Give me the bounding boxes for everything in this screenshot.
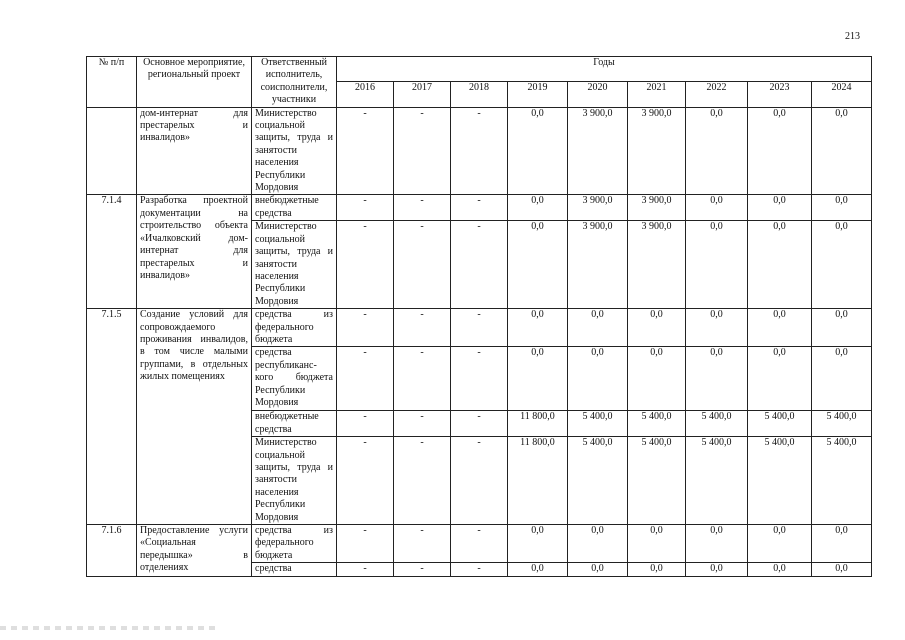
table-row — [87, 525, 872, 563]
year-value-cell: - — [337, 563, 394, 577]
year-value-cell: - — [394, 563, 451, 577]
year-value-cell: - — [451, 221, 508, 309]
year-value-cell: 0,0 — [628, 563, 686, 577]
executor-name: средства из федерального бюджета — [252, 309, 337, 347]
year-value-cell: 3 900,0 — [568, 221, 628, 309]
year-value-cell: 0,0 — [748, 309, 812, 347]
year-value-cell: 3 900,0 — [628, 107, 686, 195]
year-value-cell: 0,0 — [812, 525, 872, 563]
year-value-cell: 3 900,0 — [628, 221, 686, 309]
year-value-cell: 11 800,0 — [508, 437, 568, 525]
header-activity: Основное мероприятие, региональный проект — [137, 57, 252, 108]
year-value-cell: 0,0 — [568, 563, 628, 577]
executor-name: средства из федерального бюджета — [252, 525, 337, 563]
year-value-cell: - — [451, 309, 508, 347]
year-value-cell: 0,0 — [628, 309, 686, 347]
page-number: 213 — [845, 31, 860, 42]
executor-name: Министерство социальной защиты, труда и занятости населения Республики Мордовия — [252, 221, 337, 309]
year-value-cell: - — [451, 411, 508, 437]
year-value-cell: 0,0 — [748, 347, 812, 411]
year-value-cell: - — [451, 195, 508, 221]
year-value-cell: 0,0 — [748, 563, 812, 577]
year-value-cell: 0,0 — [748, 195, 812, 221]
scan-artifact — [0, 626, 220, 630]
header-year: 2022 — [686, 82, 748, 107]
header-executor: Ответственный исполнитель, соисполнители, участники — [252, 57, 337, 108]
year-value-cell: 5 400,0 — [628, 437, 686, 525]
year-value-cell: - — [451, 347, 508, 411]
year-value-cell: 0,0 — [686, 563, 748, 577]
activity-name: дом-интернат для престарелых и инвалидов» — [137, 107, 252, 195]
header-year: 2021 — [628, 82, 686, 107]
executor-name: средства — [252, 563, 337, 577]
header-year: 2023 — [748, 82, 812, 107]
year-value-cell: 3 900,0 — [628, 195, 686, 221]
year-value-cell: - — [451, 107, 508, 195]
header-years-title: Годы — [337, 57, 872, 82]
year-value-cell: - — [451, 525, 508, 563]
year-value-cell: 5 400,0 — [568, 437, 628, 525]
year-value-cell: 5 400,0 — [628, 411, 686, 437]
executor-name: средства республиканс-кого бюджета Республики Мордовия — [252, 347, 337, 411]
year-value-cell: 0,0 — [812, 107, 872, 195]
header-year: 2019 — [508, 82, 568, 107]
header-year: 2018 — [451, 82, 508, 107]
year-value-cell: - — [394, 107, 451, 195]
year-value-cell: 5 400,0 — [748, 437, 812, 525]
year-value-cell: 0,0 — [508, 563, 568, 577]
year-value-cell: - — [394, 347, 451, 411]
executor-name: внебюджетные средства — [252, 411, 337, 437]
year-value-cell: 0,0 — [508, 195, 568, 221]
activity-name: Разработка проектной документации на строительство объекта «Ичалковский дом-интернат для престарелых и инвалидов» — [137, 195, 252, 309]
executor-name: Министерство социальной защиты, труда и занятости населения Республики Мордовия — [252, 437, 337, 525]
year-value-cell: 0,0 — [508, 221, 568, 309]
header-year: 2016 — [337, 82, 394, 107]
table-row — [87, 107, 872, 195]
year-value-cell: - — [337, 309, 394, 347]
executor-name: внебюджетные средства — [252, 195, 337, 221]
header-year: 2024 — [812, 82, 872, 107]
row-number: 7.1.5 — [87, 309, 137, 525]
year-value-cell: - — [394, 411, 451, 437]
year-value-cell: 0,0 — [568, 309, 628, 347]
year-value-cell: 0,0 — [686, 347, 748, 411]
year-value-cell: 0,0 — [812, 563, 872, 577]
year-value-cell: - — [337, 347, 394, 411]
year-value-cell: 0,0 — [508, 107, 568, 195]
executor-name: Министерство социальной защиты, труда и занятости населения Республики Мордовия — [252, 107, 337, 195]
year-value-cell: 0,0 — [686, 195, 748, 221]
year-value-cell: - — [337, 107, 394, 195]
year-value-cell: - — [394, 221, 451, 309]
year-value-cell: - — [337, 437, 394, 525]
budget-table — [86, 56, 872, 577]
year-value-cell: - — [337, 525, 394, 563]
row-number: 7.1.4 — [87, 195, 137, 309]
year-value-cell: - — [394, 195, 451, 221]
year-value-cell: - — [337, 411, 394, 437]
year-value-cell: 5 400,0 — [568, 411, 628, 437]
year-value-cell: 0,0 — [686, 221, 748, 309]
row-number: 7.1.6 — [87, 525, 137, 577]
year-value-cell: 0,0 — [748, 525, 812, 563]
year-value-cell: - — [394, 525, 451, 563]
year-value-cell: 0,0 — [568, 525, 628, 563]
year-value-cell: 5 400,0 — [812, 437, 872, 525]
year-value-cell: 0,0 — [812, 309, 872, 347]
year-value-cell: 5 400,0 — [686, 411, 748, 437]
year-value-cell: 0,0 — [568, 347, 628, 411]
table-row — [87, 309, 872, 347]
year-value-cell: 3 900,0 — [568, 195, 628, 221]
row-number — [87, 107, 137, 195]
year-value-cell: 0,0 — [812, 221, 872, 309]
year-value-cell: 5 400,0 — [748, 411, 812, 437]
header-year: 2020 — [568, 82, 628, 107]
year-value-cell: 11 800,0 — [508, 411, 568, 437]
year-value-cell: 3 900,0 — [568, 107, 628, 195]
year-value-cell: - — [451, 563, 508, 577]
year-value-cell: 0,0 — [508, 347, 568, 411]
year-value-cell: 0,0 — [686, 309, 748, 347]
year-value-cell: 0,0 — [508, 309, 568, 347]
year-value-cell: 0,0 — [748, 221, 812, 309]
header-row — [87, 57, 872, 82]
table-row — [87, 195, 872, 221]
year-value-cell: 0,0 — [628, 525, 686, 563]
activity-name: Предоставление услуги «Социальная передышка» в отделениях — [137, 525, 252, 577]
year-value-cell: 0,0 — [812, 195, 872, 221]
year-value-cell: 0,0 — [686, 107, 748, 195]
year-value-cell: - — [337, 195, 394, 221]
year-value-cell: 0,0 — [686, 525, 748, 563]
header-year: 2017 — [394, 82, 451, 107]
year-value-cell: 0,0 — [628, 347, 686, 411]
year-value-cell: - — [337, 221, 394, 309]
year-value-cell: - — [451, 437, 508, 525]
header-num: № п/п — [87, 57, 137, 108]
year-value-cell: - — [394, 437, 451, 525]
year-value-cell: 0,0 — [508, 525, 568, 563]
year-value-cell: 0,0 — [812, 347, 872, 411]
year-value-cell: - — [394, 309, 451, 347]
year-value-cell: 5 400,0 — [686, 437, 748, 525]
year-value-cell: 5 400,0 — [812, 411, 872, 437]
year-value-cell: 0,0 — [748, 107, 812, 195]
activity-name: Создание условий для сопровождаемого проживания инвалидов, в том числе малыми группами, в отдельных жилых помещениях — [137, 309, 252, 525]
